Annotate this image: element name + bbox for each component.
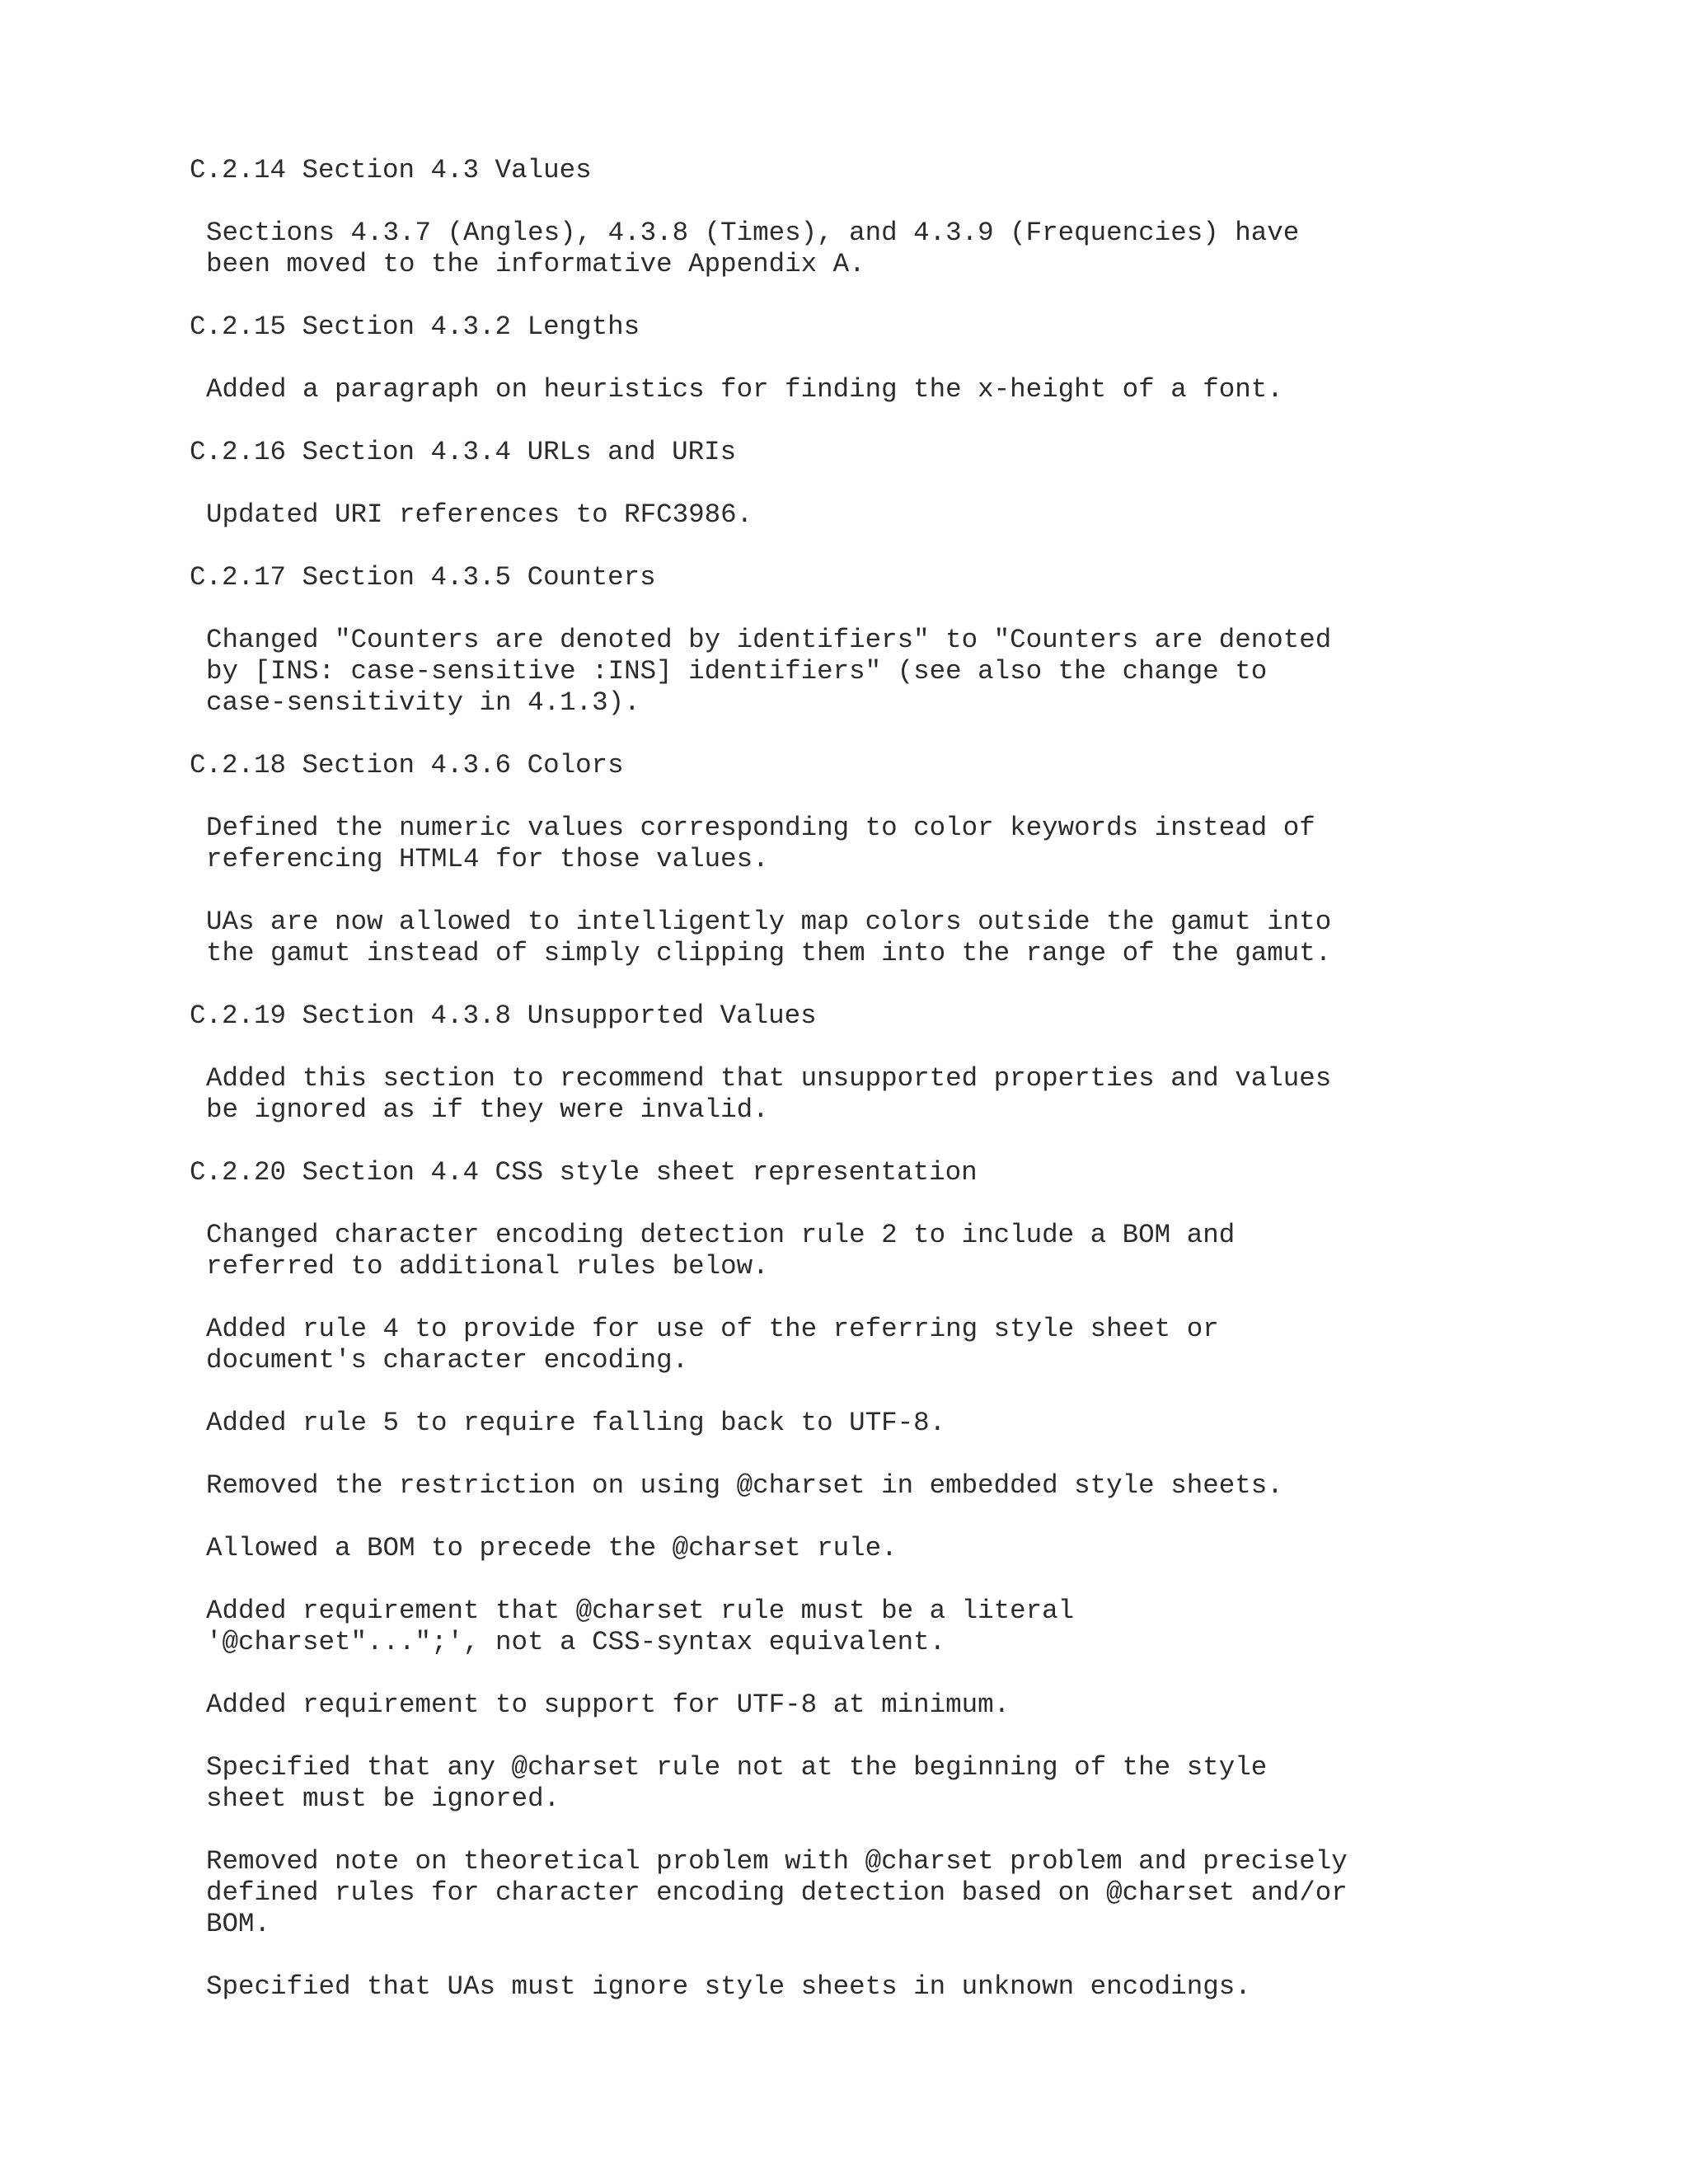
section-heading-c-2-18: C.2.18 Section 4.3.6 Colors [190, 750, 624, 780]
paragraph: Allowed a BOM to precede the @charset rule. [206, 1533, 898, 1563]
paragraph: Added a paragraph on heuristics for finding the x-height of a font. [206, 374, 1283, 405]
paragraph: Added rule 5 to require falling back to UTF-8. [206, 1408, 946, 1438]
section-heading-c-2-14: C.2.14 Section 4.3 Values [190, 155, 592, 185]
paragraph: Removed note on theoretical problem with @charset problem and precisely defined rules for character encoding detection based on @charset and/or BOM. [206, 1846, 1348, 1939]
paragraph: UAs are now allowed to intelligently map colors outside the gamut into the gamut instead of simply clipping them into the range of the gamut. [206, 907, 1332, 968]
section-heading-c-2-15: C.2.15 Section 4.3.2 Lengths [190, 312, 640, 342]
section-heading-c-2-20: C.2.20 Section 4.4 CSS style sheet representation [190, 1157, 978, 1188]
paragraph: Added rule 4 to provide for use of the referring style sheet or document's character encoding. [206, 1314, 1219, 1376]
paragraph: Defined the numeric values corresponding to color keywords instead of referencing HTML4 for those values. [206, 813, 1315, 874]
document-body [190, 155, 1640, 2034]
paragraph: Specified that any @charset rule not at the beginning of the style sheet must be ignored. [206, 1752, 1268, 1814]
paragraph: Added requirement that @charset rule must be a literal '@charset"...";', not a CSS-syntax equivalent. [206, 1596, 1075, 1657]
section-heading-c-2-19: C.2.19 Section 4.3.8 Unsupported Values [190, 1001, 817, 1031]
paragraph: Removed the restriction on using @charset in embedded style sheets. [206, 1470, 1283, 1501]
paragraph: Sections 4.3.7 (Angles), 4.3.8 (Times), and 4.3.9 (Frequencies) have been moved to the informative Appendix A. [206, 218, 1300, 279]
section-heading-c-2-16: C.2.16 Section 4.3.4 URLs and URIs [190, 437, 737, 467]
paragraph: Added requirement to support for UTF-8 at minimum. [206, 1690, 1010, 1720]
paragraph: Updated URI references to RFC3986. [206, 499, 753, 530]
paragraph: Changed "Counters are denoted by identifiers" to "Counters are denoted by [INS: case-sensitive :INS] identifiers" (see also the change to case-sensitivity in 4.1.3). [206, 625, 1332, 718]
paragraph: Specified that UAs must ignore style sheets in unknown encodings. [206, 1971, 1251, 2002]
section-heading-c-2-17: C.2.17 Section 4.3.5 Counters [190, 562, 656, 593]
paragraph: Changed character encoding detection rule 2 to include a BOM and referred to additional rules below. [206, 1220, 1236, 1282]
paragraph: Added this section to recommend that unsupported properties and values be ignored as if they were invalid. [206, 1063, 1332, 1125]
